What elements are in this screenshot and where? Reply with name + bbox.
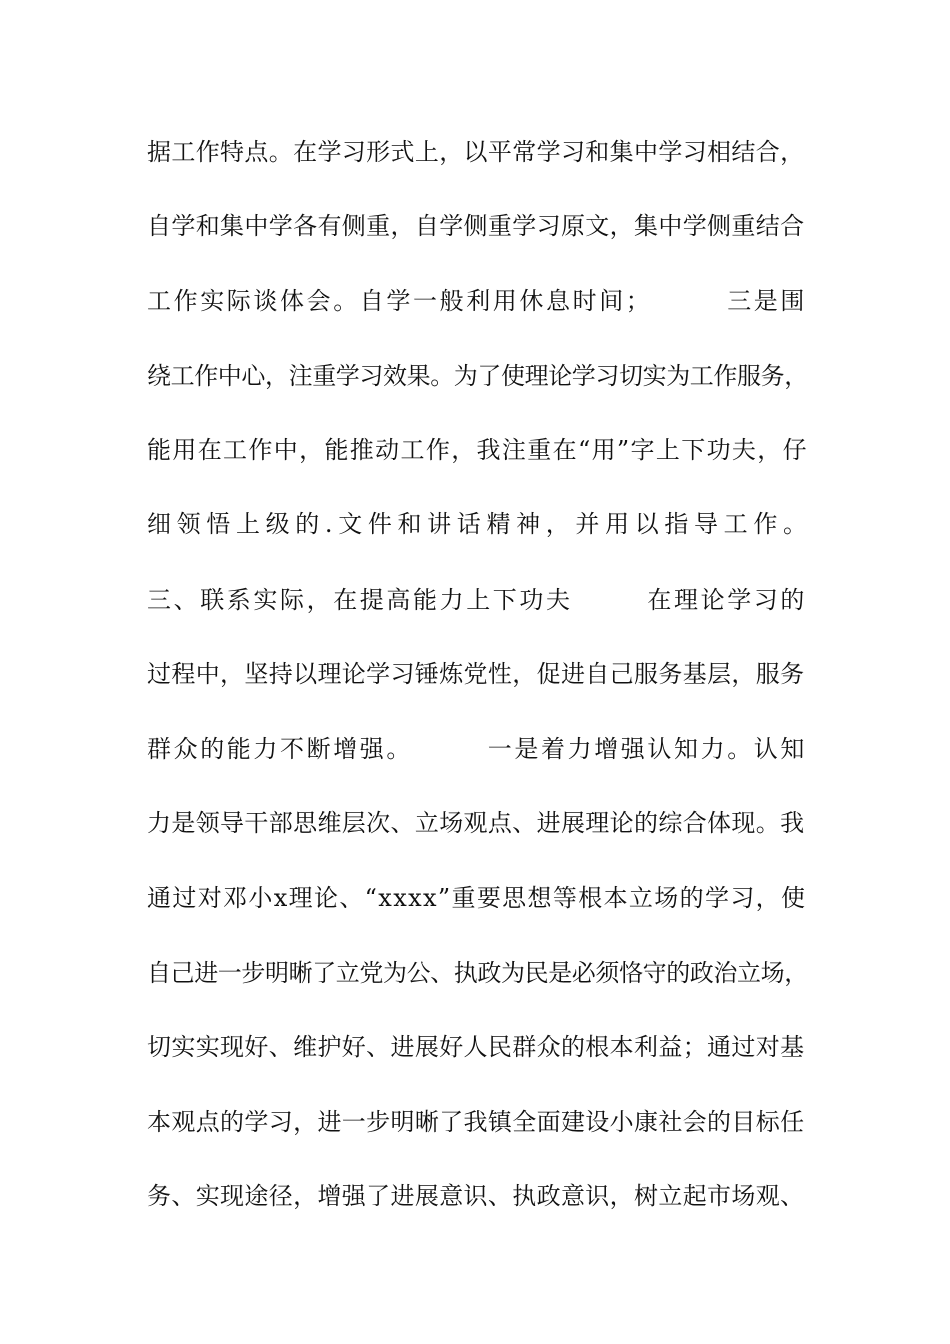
text-line-12: 自己进一步明晰了立党为公、执政为民是必须恪守的政治立场， [147, 959, 808, 987]
text-line-3-left: 工作实际谈体会。自学一般利用休息时间； [147, 287, 653, 315]
text-line-11: 通过对邓小x理论、“xxxx”重要思想等根本立场的学习，使 [147, 884, 807, 912]
text-line-3-right: 三是围 [727, 287, 807, 315]
text-line-2: 自学和集中学各有侧重，自学侧重学习原文，集中学侧重结合 [147, 212, 805, 240]
text-line-4: 绕工作中心，注重学习效果。为了使理论学习切实为工作服务， [147, 362, 808, 390]
text-line-1: 据工作特点。在学习形式上，以平常学习和集中学习相结合， [147, 138, 805, 166]
text-line-13: 切实实现好、维护好、进展好人民群众的根本利益；通过对基 [147, 1033, 805, 1061]
text-line-10: 力是领导干部思维层次、立场观点、进展理论的综合体现。我 [147, 809, 805, 837]
text-line-5: 能用在工作中，能推动工作，我注重在“用”字上下功夫，仔 [147, 436, 808, 464]
text-line-9-left: 群众的能力不断增强。 [147, 735, 413, 763]
text-line-9 [147, 729, 807, 769]
text-line-9-right: 一是着力增强认知力。认知 [487, 735, 807, 763]
section-heading-continuation: 在理论学习的 [647, 586, 807, 614]
text-line-15: 务、实现途径，增强了进展意识、执政意识，树立起市场观、 [147, 1182, 805, 1210]
text-line-14: 本观点的学习，进一步明晰了我镇全面建设小康社会的目标任 [147, 1108, 805, 1136]
text-line-8: 过程中，坚持以理论学习锤炼党性，促进自己服务基层，服务 [147, 660, 805, 688]
section-heading: 三、联系实际，在提高能力上下功夫 [147, 586, 573, 614]
section-heading-line [147, 580, 807, 620]
text-line-3 [147, 281, 807, 321]
text-line-6: 细领悟上级的.文件和讲话精神，并用以指导工作。 [147, 510, 807, 538]
